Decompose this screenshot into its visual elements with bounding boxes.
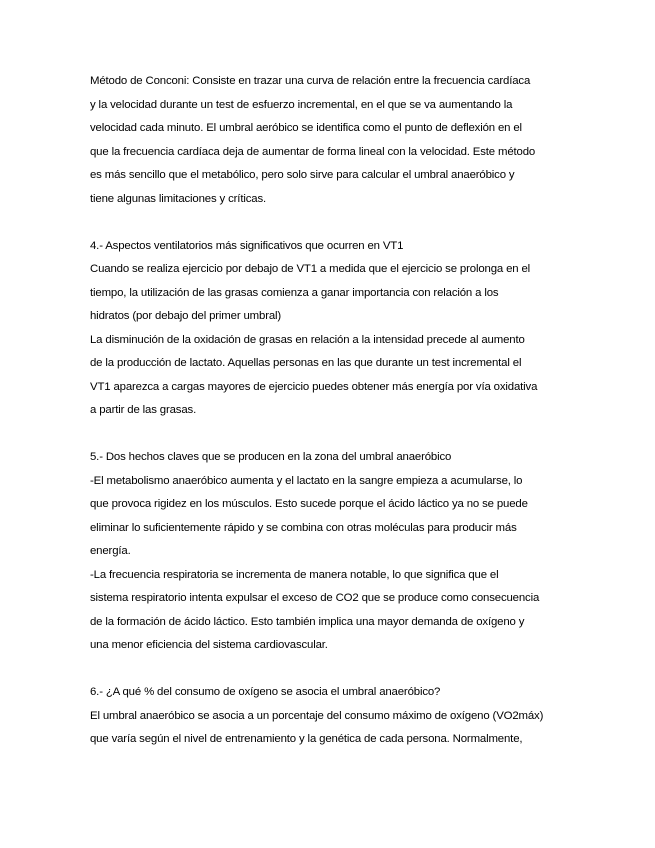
section-4 xyxy=(90,235,570,423)
text-line: La disminución de la oxidación de grasas en relación a la intensidad precede al aumento xyxy=(90,333,525,346)
text-line: que la frecuencia cardíaca deja de aumentar de forma lineal con la velocidad. Este método xyxy=(90,145,536,158)
text-line: hidratos (por debajo del primer umbral) xyxy=(90,310,282,322)
text-line: de la formación de ácido láctico. Esto también implica una mayor demanda de oxígeno y xyxy=(90,615,525,628)
paragraph-gap xyxy=(90,211,570,235)
section-5 xyxy=(90,446,570,658)
text-line: sistema respiratorio intenta expulsar el exceso de CO2 que se produce como consecuencia xyxy=(90,592,540,604)
text-line: VT1 aparezca a cargas mayores de ejercicio puedes obtener más energía por vía oxidativa xyxy=(90,380,538,393)
text-line: tiempo, la utilización de las grasas comienza a ganar importancia con relación a los xyxy=(90,286,499,299)
text-line: que varía según el nivel de entrenamiento y la genética de cada persona. Normalmente, xyxy=(90,733,523,745)
paragraph-gap xyxy=(90,658,570,682)
text-line: tiene algunas limitaciones y críticas. xyxy=(90,192,266,205)
paragraph-gap xyxy=(90,423,570,447)
text-line: a partir de las grasas. xyxy=(90,404,197,416)
text-line: energía. xyxy=(90,545,131,557)
text-line: de la producción de lactato. Aquellas personas en las que durante un test incremental el xyxy=(90,357,522,369)
text-line: -La frecuencia respiratoria se incrementa de manera notable, lo que significa que el xyxy=(90,568,499,581)
section-5-heading: 5.- Dos hechos claves que se producen en la zona del umbral anaeróbico xyxy=(90,451,452,463)
text-line: -El metabolismo anaeróbico aumenta y el lactato en la sangre empieza a acumularse, lo xyxy=(90,474,523,487)
text-line: y la velocidad durante un test de esfuerzo incremental, en el que se va aumentando la xyxy=(90,98,513,111)
text-line: velocidad cada minuto. El umbral aeróbico se identifica como el punto de deflexión en el xyxy=(90,122,522,134)
conconi-paragraph xyxy=(90,70,570,211)
text-line: El umbral anaeróbico se asocia a un porcentaje del consumo máximo de oxígeno (VO2máx) xyxy=(90,709,544,722)
text-line: Cuando se realiza ejercicio por debajo de VT1 a medida que el ejercicio se prolonga en el xyxy=(90,263,531,275)
text-line: una menor eficiencia del sistema cardiovascular. xyxy=(90,639,328,651)
text-line: es más sencillo que el metabólico, pero solo sirve para calcular el umbral anaeróbico y xyxy=(90,169,515,181)
text-line: Método de Conconi: Consiste en trazar una curva de relación entre la frecuencia cardíaca xyxy=(90,75,531,87)
document-page xyxy=(90,70,570,752)
text-line: que provoca rigidez en los músculos. Esto sucede porque el ácido láctico ya no se puede xyxy=(90,498,528,510)
section-4-heading: 4.- Aspectos ventilatorios más significativos que ocurren en VT1 xyxy=(90,239,404,252)
section-6-heading: 6.- ¿A qué % del consumo de oxígeno se asocia el umbral anaeróbico? xyxy=(90,686,441,698)
text-line: eliminar lo suficientemente rápido y se combina con otras moléculas para producir más xyxy=(90,521,517,534)
section-6 xyxy=(90,681,570,752)
